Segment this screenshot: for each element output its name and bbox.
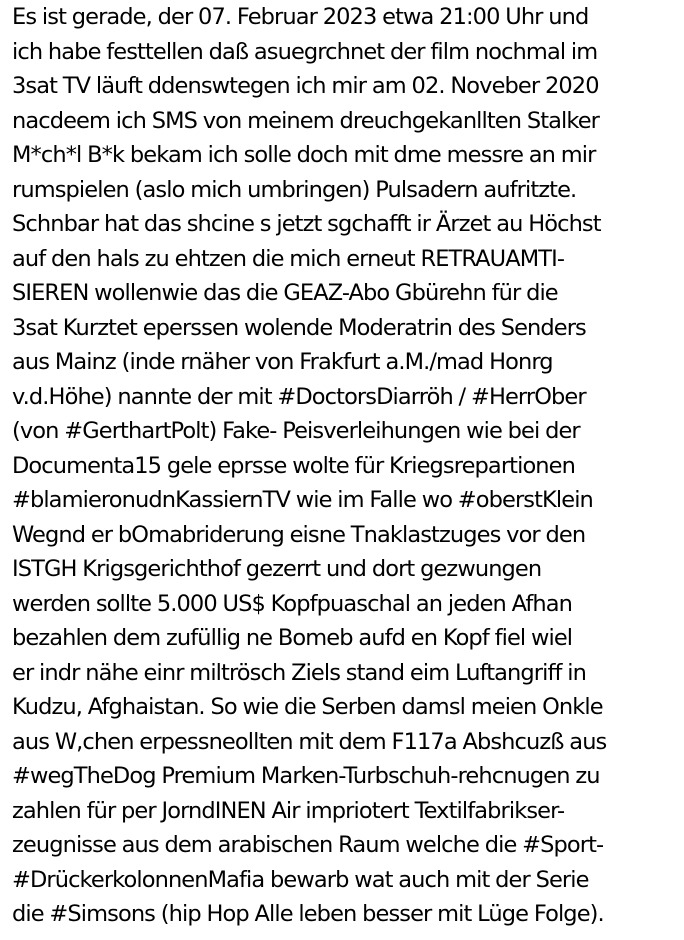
text-line: #wegTheDog Premium Marken-Turbschuh-rehcnugen zu <box>12 763 600 789</box>
text-line: Kudzu, Afghaistan. So wie die Serben damsl meien Onkle <box>12 694 603 720</box>
text-line: ich habe festtellen daß asuegrchnet der film nochmal im <box>12 38 598 65</box>
text-line: #DrückerkolonnenMafia bewarb wat auch mit der Serie <box>12 866 589 893</box>
text-line: 3sat TV läuft ddenswtegen ich mir am 02. Noveber 2020 <box>12 73 599 99</box>
text-line: ISTGH Krigsgerichthof gezerrt und dort gezwungen <box>12 556 542 582</box>
text-line: zeugnisse aus dem arabischen Raum welche die #Sport- <box>12 832 604 858</box>
text-line: werden sollte 5.000 US$ Kopfpuaschal an jeden Afhan <box>12 590 572 617</box>
text-line: Documenta15 gele eprsse wolte für Kriegsrepartionen <box>12 452 575 479</box>
text-line: v.d.Höhe) nannte der mit #DoctorsDiarröh / #HerrOber <box>12 383 586 410</box>
text-line: bezahlen dem zufüllig ne Bomeb aufd en Kopf fiel wiel <box>12 625 573 651</box>
text-line: Wegnd er bOmabriderung eisne Tnaklastzuges vor den <box>12 521 586 548</box>
text-line: rumspielen (aslo mich umbringen) Pulsadern aufritzte. <box>12 176 577 203</box>
text-line: M*ch*l B*k bekam ich solle doch mit dme messre an mir <box>12 142 596 168</box>
text-line: auf den hals zu ehtzen die mich erneut RETRAUAMTI- <box>12 245 565 272</box>
text-line: aus W,chen erpessneollten mit dem F117a Abshcuzß aus <box>12 728 607 755</box>
text-line: Schnbar hat das shcine s jetzt sgchafft ir Ärzet au Höchst <box>12 211 601 237</box>
text-line: er indr nähe einr miltrösch Ziels stand eim Luftangriff in <box>12 659 586 686</box>
text-line: #blamieronudnKassiernTV wie im Falle wo #oberstKlein <box>12 487 593 513</box>
text-line: (von #GerthartPolt) Fake- Peisverleihungen wie bei der <box>12 418 580 444</box>
body-text <box>12 0 680 932</box>
text-line: 3sat Kurztet eperssen wolende Moderatrin des Senders <box>12 314 586 341</box>
text-line: aus Mainz (inde rnäher von Frakfurt a.M./mad Honrg <box>12 349 553 375</box>
text-line: SIEREN wollenwie das die GEAZ-Abo Gbürehn für die <box>12 280 558 306</box>
text-line: die #Simsons (hip Hop Alle leben besser mit Lüge Folge). <box>12 901 604 927</box>
text-line: nacdeem ich SMS von meinem dreuchgekanllten Stalker <box>12 107 600 134</box>
text-line: Es ist gerade, der 07. Februar 2023 etwa 21:00 Uhr und <box>12 4 589 30</box>
text-line: zahlen für per JorndINEN Air impriotert Textilfabrikser- <box>12 797 565 824</box>
